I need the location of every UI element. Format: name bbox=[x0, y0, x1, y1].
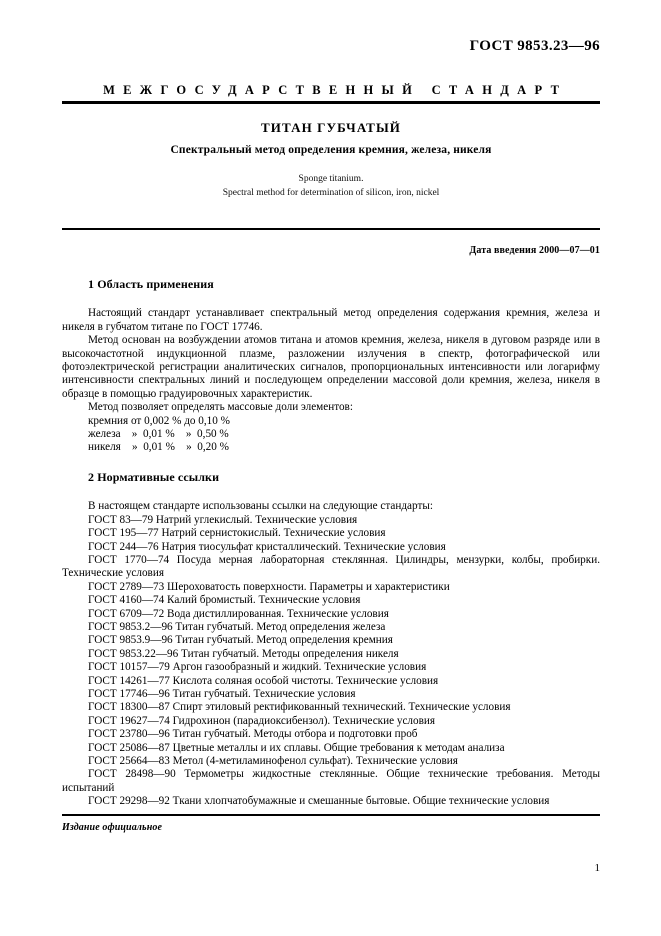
spacer bbox=[62, 484, 600, 500]
section-heading-scope: 1 Область применения bbox=[88, 277, 214, 291]
footer-rule bbox=[62, 814, 600, 816]
range-item-iron: железа » 0,01 % » 0,50 % bbox=[88, 428, 229, 441]
reference-item: ГОСТ 9853.9—96 Титан губчатый. Метод определения кремния bbox=[88, 634, 393, 647]
reference-item: ГОСТ 6709—72 Вода дистиллированная. Технические условия bbox=[88, 607, 389, 620]
reference-item: ГОСТ 25086—87 Цветные металлы и их сплавы. Общие требования к методам анализа bbox=[88, 741, 505, 754]
document-body bbox=[62, 278, 600, 809]
english-title-line-2: Spectral method for determination of silicon, iron, nickel bbox=[222, 188, 440, 198]
reference-item: ГОСТ 17746—96 Титан губчатый. Технические условия bbox=[88, 687, 356, 700]
header-rule bbox=[62, 101, 600, 104]
reference-item: ГОСТ 244—76 Натрия тиосульфат кристаллический. Технические условия bbox=[88, 540, 446, 553]
title-divider-rule bbox=[62, 228, 600, 230]
reference-item: ГОСТ 2789—73 Шероховатость поверхности. Параметры и характеристики bbox=[88, 580, 450, 593]
page-subtitle: Спектральный метод определения кремния, железа, никеля bbox=[170, 144, 492, 156]
reference-item: ГОСТ 9853.2—96 Титан губчатый. Метод определения железа bbox=[88, 620, 386, 633]
page-number: 1 bbox=[594, 862, 600, 874]
references-lead-text: В настоящем стандарте использованы ссылки на следующие стандарты: bbox=[88, 500, 433, 513]
reference-item: ГОСТ 23780—96 Титан губчатый. Методы отбора и подготовки проб bbox=[88, 728, 418, 741]
section-heading-references: 2 Нормативные ссылки bbox=[88, 469, 220, 484]
reference-item: ГОСТ 195—77 Натрий сернистокислый. Технические условия bbox=[88, 527, 386, 540]
reference-item: ГОСТ 18300—87 Спирт этиловый ректификованный технический. Технические условия bbox=[88, 701, 511, 714]
reference-item: ГОСТ 28498—90 Термометры жидкостные стеклянные. Общие технические требования. Методы испытаний bbox=[62, 768, 600, 794]
range-item-nickel: никеля » 0,01 % » 0,20 % bbox=[88, 441, 229, 454]
reference-item: ГОСТ 14261—77 Кислота соляная особой чистоты. Технические условия bbox=[88, 674, 439, 687]
mass-fraction-range-list bbox=[62, 415, 600, 455]
spacer bbox=[62, 291, 600, 307]
reference-item: ГОСТ 10157—79 Аргон газообразный и жидкий. Технические условия bbox=[88, 661, 427, 674]
page-title: ТИТАН ГУБЧАТЫЙ bbox=[260, 120, 402, 135]
scope-paragraph-2: Метод основан на возбуждении атомов титана и атомов кремния, железа, никеля в дуговом разряде или в высокочастотной индукционной плазме, разложении излучения в спектр, фотографической или фотоэлектрической регистрации аналитических сигналов, пропорциональных интенсивности или логарифму интенсивности спектральных линий и последующем определении массовой доли кремния, железа, никеля в образце в помощью градуировочных характеристик. bbox=[62, 334, 600, 400]
reference-item: ГОСТ 19627—74 Гидрохинон (парадиоксибензол). Технические условия bbox=[88, 714, 435, 727]
standard-banner: МЕЖГОСУДАРСТВЕННЫЙ СТАНДАРТ bbox=[103, 83, 568, 97]
scope-paragraph-1: Настоящий стандарт устанавливает спектральный метод определения содержания кремния, железа и никеля в губчатом титане по ГОСТ 17746. bbox=[62, 307, 600, 333]
english-title-line-1: Sponge titanium. bbox=[298, 174, 364, 184]
reference-item: ГОСТ 29298—92 Ткани хлопчатобумажные и смешанные бытовые. Общие технические условия bbox=[88, 795, 550, 808]
reference-item: ГОСТ 4160—74 Калий бромистый. Технические условия bbox=[88, 594, 361, 607]
scope-paragraph-3: Метод позволяет определять массовые доли элементов: bbox=[88, 401, 353, 414]
range-item-silicon: кремния от 0,002 % до 0,10 % bbox=[88, 414, 230, 427]
english-title-block bbox=[62, 172, 600, 200]
document-number: ГОСТ 9853.23—96 bbox=[469, 38, 600, 54]
spacer bbox=[62, 455, 600, 471]
date-of-introduction: Дата введения 2000—07—01 bbox=[469, 245, 600, 256]
edition-note: Издание официальное bbox=[62, 822, 162, 833]
reference-item: ГОСТ 9853.22—96 Титан губчатый. Методы определения никеля bbox=[88, 647, 399, 660]
normative-reference-list bbox=[62, 514, 600, 809]
reference-item: ГОСТ 25664—83 Метол (4-метиламинофенол сульфат). Технические условия bbox=[88, 755, 458, 767]
reference-item: ГОСТ 83—79 Натрий углекислый. Технические условия bbox=[88, 513, 358, 526]
reference-item: ГОСТ 1770—74 Посуда мерная лабораторная стеклянная. Цилиндры, мензурки, колбы, пробирки. Технические условия bbox=[62, 553, 600, 580]
